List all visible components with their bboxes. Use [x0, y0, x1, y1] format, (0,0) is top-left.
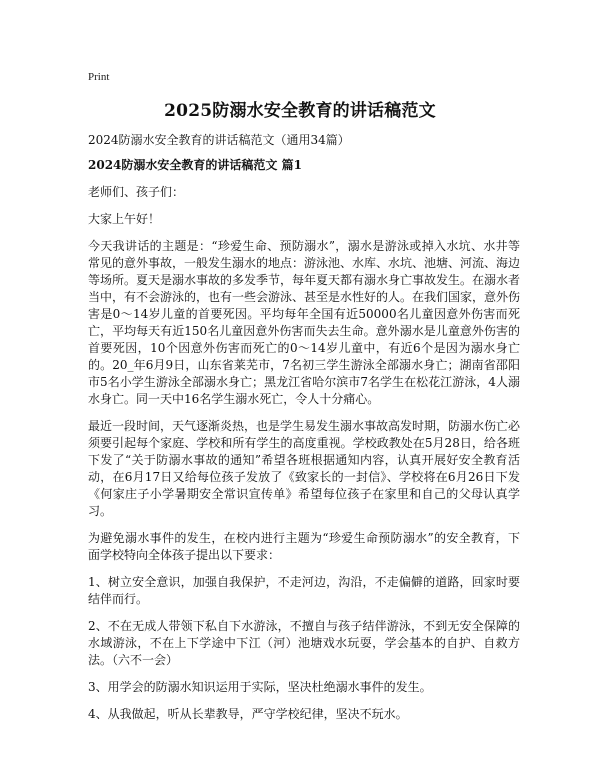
- section-heading: 2024防溺水安全教育的讲话稿范文 篇1: [88, 158, 302, 172]
- requirement-item-2: 2、不在无成人带领下私自下水游泳，不擅自与孩子结伴游泳，不到无安全保障的水域游泳，不在上下学途中下江（河）池塘戏水玩耍，学会基本的自护、自救方法。（六不一会）: [88, 619, 520, 667]
- salutation: 老师们、孩子们：: [88, 185, 185, 199]
- paragraph-school-notice: 最近一段时间，天气逐渐炎热，也是学生易发生溺水事故高发时期，防溺水伤亡必须要引起每个家庭、学校和所有学生的高度重视。学校政教处在5月28日，给各班下发了“关于防溺水事故的通知”希望各班根据通知内容，认真开展好安全教育活动，在6月17日又给每位孩子发放了《致家长的一封信》、学校将在6月26日下发《何家庄子小学暑期安全常识宣传单》希望每位孩子在家里和自己的父母认真学习。: [88, 419, 521, 518]
- requirement-item-4: 4、从我做起，听从长辈教导，严守学校纪律，坚决不玩水。: [88, 707, 408, 721]
- document-body: [88, 132, 520, 733]
- paragraph-theme: 今天我讲话的主题是：“珍爱生命、预防溺水”，溺水是游泳或掉入水坑、水井等常见的意外事故，一般发生溺水的地点：游泳池、水库、水坑、池塘、河流、海边等场所。夏天是溺水事故的多发季节，每年夏天都有溺水身亡事故发生。在溺水者当中，有不会游泳的，也有一些会游泳、甚至是水性好的人。在我们国家，意外伤害是0～14岁儿童的首要死因。平均每年全国有近50000名儿童因意外伤害而死亡，平均每天有近150名儿童因意外伤害而失去生命。意外溺水是儿童意外伤害的首要死因，10个因意外伤害而死亡的0～14岁儿童中，有近6个是因为溺水身亡的。20_年6月9日，山东省莱芜市，7名初三学生游泳全部溺水身亡；湖南省邵阳市5名小学生游泳全部溺水身亡；黑龙江省哈尔滨市7名学生在松花江游泳，4人溺水身亡。同一天中16名学生溺水死亡，令人十分痛心。: [88, 239, 521, 406]
- greeting: 大家上午好！: [88, 212, 161, 226]
- paragraph-requirements-intro: 为避免溺水事件的发生，在校内进行主题为“珍爱生命预防溺水”的安全教育，下面学校特向全体孩子提出以下要求：: [88, 531, 520, 562]
- print-label: Print: [88, 71, 110, 83]
- requirement-item-1: 1、树立安全意识，加强自我保护，不走河边，沟沿，不走偏僻的道路，回家时要结伴而行。: [88, 575, 520, 606]
- document-title: 2025防溺水安全教育的讲话稿范文: [164, 101, 436, 121]
- document-subtitle: 2024防溺水安全教育的讲话稿范文（通用34篇）: [88, 133, 350, 147]
- requirement-item-3: 3、用学会的防溺水知识运用于实际，坚决杜绝溺水事件的发生。: [88, 680, 432, 694]
